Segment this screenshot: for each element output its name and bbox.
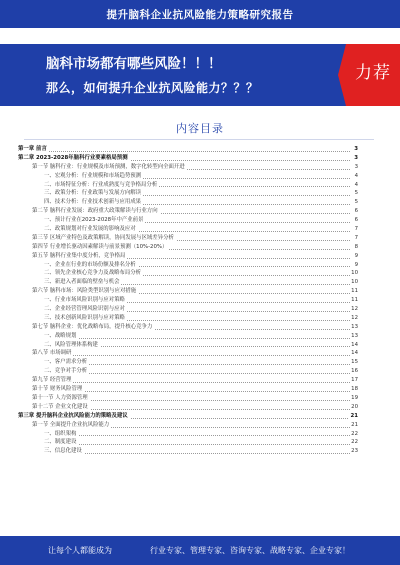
toc-entry-label: 第三节 区域产业特色及政策解读，协同发展与区域差异分析 [32, 234, 174, 241]
toc-entry-page-number: 13 [351, 332, 358, 339]
toc-leader-dots [44, 338, 350, 339]
toc-leader-dots [44, 373, 350, 374]
toc-entry-page-number: 5 [354, 190, 358, 197]
toc-entry-page-number: 21 [350, 412, 358, 419]
toc-entry[interactable] [18, 234, 358, 243]
toc-entry[interactable] [18, 189, 358, 198]
toc-entry-label: 第十节 财务风险管理 [32, 386, 83, 393]
toc-entry[interactable] [18, 332, 358, 341]
toc-entry-label: 第二章 2023-2028年脑科行业要素格局预测 [18, 154, 128, 161]
toc-entry-label: 一、战略规划 [44, 332, 77, 339]
toc-entry-label: 第十二节 企业文化建设 [32, 403, 88, 410]
toc-entry-label: 第一章 前言 [18, 146, 47, 152]
toc-entry-label: 第一节 脑科行业：行业规模及市场预测，数字化转型向全面开进 [32, 163, 185, 170]
toc-entry-label: 一、预计行业在2023-2028年中产业前景 [44, 217, 144, 224]
toc-entry[interactable] [18, 287, 358, 296]
toc-entry-page-number: 6 [354, 217, 358, 224]
toc-title: 内容目录 [176, 122, 224, 135]
toc-leader-dots [32, 382, 350, 383]
badge-arrow [338, 44, 346, 106]
toc-entry-page-number: 11 [351, 297, 358, 304]
toc-entry-page-number: 14 [351, 341, 358, 348]
toc-divider [24, 139, 374, 140]
toc-entry-label: 第三章 提升脑科企业抗风险能力的策略及建议 [18, 412, 128, 419]
toc-entry-page-number: 5 [354, 199, 358, 206]
toc-entry-page-number: 9 [354, 261, 358, 268]
toc-entry[interactable] [18, 181, 358, 190]
toc-entry-page-number: 6 [354, 208, 358, 215]
toc-entry-label: 第六节 脑科市场：风险类型识别与应对措施 [32, 288, 137, 295]
toc-entry[interactable] [18, 261, 358, 270]
top-header-bar [0, 0, 400, 28]
toc-entry-page-number: 11 [351, 288, 358, 295]
toc-entry[interactable] [18, 314, 358, 323]
recommend-badge-label: 力荐 [355, 63, 391, 83]
recommend-badge [346, 44, 400, 106]
toc-entry-label: 二、风险管理体系构建 [44, 341, 98, 348]
toc-entry[interactable] [18, 269, 358, 278]
toc-entry-page-number: 23 [351, 448, 358, 455]
toc-entry-label: 二、竞争对手分析 [44, 368, 88, 375]
toc-entry-page-number: 3 [354, 163, 358, 170]
toc-entry-page-number: 12 [351, 306, 358, 313]
toc-leader-dots [44, 364, 350, 365]
toc-entry-label: 一、客户需求分析 [44, 359, 88, 366]
toc-entry[interactable] [18, 394, 358, 403]
toc-entry[interactable] [18, 296, 358, 305]
toc-entry-label: 一、行业市场风险识别与应对策略 [44, 297, 125, 304]
footer-bar [0, 536, 400, 565]
toc-entry[interactable] [18, 403, 358, 412]
toc-leader-dots [44, 453, 350, 454]
toc-entry-page-number: 10 [351, 270, 358, 277]
toc-entry-page-number: 7 [354, 226, 358, 233]
toc-entry-label: 第九节 经营管理 [32, 377, 72, 384]
banner-subheadline: 那么，如何提升企业抗风险能力？？？ [46, 81, 259, 95]
toc-entry-label: 第五节 脑科行业集中度分析，竞争格局 [32, 252, 126, 259]
toc-entry[interactable] [18, 430, 358, 439]
toc-entry-page-number: 3 [354, 154, 358, 161]
toc-entry[interactable] [18, 252, 358, 261]
footer-slogan-left: 让每个人都能成为 [48, 546, 112, 555]
toc-entry-label: 一、企业在行业的市场份额及排名分析 [44, 261, 136, 268]
toc-entry-label: 四、技术分析：行业技术创新与应用成果 [44, 199, 142, 206]
toc-entry[interactable] [18, 163, 358, 172]
toc-entry-page-number: 8 [354, 243, 358, 250]
toc-entry-label: 第一节 全面提升企业抗风险能力 [32, 421, 110, 428]
toc-entry-page-number: 21 [351, 421, 358, 428]
toc-entry[interactable] [18, 421, 358, 430]
toc-entry-page-number: 17 [351, 377, 358, 384]
toc-entry[interactable] [18, 145, 358, 154]
toc-entry[interactable] [18, 385, 358, 394]
toc-entry-label: 二、企业经营管理风险识别与应对 [44, 306, 125, 313]
toc-entry[interactable] [18, 225, 358, 234]
toc-entry-label: 三、新进入者面临的壁垒与机会 [44, 279, 120, 286]
toc-leader-dots [32, 355, 350, 356]
toc-entry-page-number: 22 [351, 430, 358, 437]
toc-entry-label: 一、宏观分析：行业规模和市场趋势预测 [44, 172, 142, 179]
toc-entry[interactable] [18, 438, 358, 447]
toc-entry-page-number: 7 [354, 234, 358, 241]
toc-entry-page-number: 9 [354, 252, 358, 259]
banner-headline: 脑科市场都有哪些风险！！！ [46, 56, 222, 72]
toc-entry-page-number: 13 [351, 323, 358, 330]
toc-entry[interactable] [18, 154, 358, 163]
toc-entry-label: 二、政策规划对行业发展的影响及应对 [44, 226, 136, 233]
toc-leader-dots [44, 444, 350, 445]
toc-entry-label: 二、制度建设 [44, 439, 77, 446]
toc-entry[interactable] [18, 412, 358, 421]
toc-leader-dots [44, 435, 350, 436]
toc-entry[interactable] [18, 349, 358, 358]
toc-entry-page-number: 16 [351, 368, 358, 375]
toc-entry[interactable] [18, 172, 358, 181]
toc-entry-page-number: 18 [351, 386, 358, 393]
toc-entry-page-number: 15 [351, 359, 358, 366]
footer-slogan-right: 行业专家、管理专家、咨询专家、战略专家、企业专家！ [150, 546, 350, 555]
toc-entry[interactable] [18, 323, 358, 332]
toc-entry[interactable] [18, 447, 358, 456]
toc-entry-label: 第四节 行业增长驱动因素解读与前景预测（10%-20%） [32, 243, 168, 250]
toc-entry-label: 二、领先企业核心竞争力及战略布局分析 [44, 270, 142, 277]
toc-entry-page-number: 14 [351, 350, 358, 357]
toc-entry-page-number: 22 [351, 439, 358, 446]
toc-entry-page-number: 19 [351, 394, 358, 401]
toc-entry-page-number: 4 [354, 181, 358, 188]
toc-entry[interactable] [18, 216, 358, 225]
toc-entry-label: 第七节 脑科企业：优化战略布局，提升核心竞争力 [32, 323, 153, 330]
toc-entry[interactable] [18, 278, 358, 287]
toc-entry-label: 二、市场特征分析：行业成熟度与竞争格局分析 [44, 181, 158, 188]
toc-entry[interactable] [18, 243, 358, 252]
table-of-contents [18, 145, 358, 456]
toc-entry[interactable] [18, 207, 358, 216]
toc-entry-label: 一、组织架构 [44, 430, 77, 437]
toc-entry-page-number: 20 [351, 403, 358, 410]
toc-entry[interactable] [18, 341, 358, 350]
toc-entry[interactable] [18, 305, 358, 314]
toc-entry[interactable] [18, 367, 358, 376]
toc-entry[interactable] [18, 358, 358, 367]
report-title: 提升脑科企业抗风险能力策略研究报告 [106, 9, 294, 21]
toc-entry-page-number: 12 [351, 314, 358, 321]
toc-entry-label: 三、政策分析：行业政策与发展方向解读 [44, 190, 142, 197]
toc-entry-label: 三、信息化建设 [44, 448, 82, 455]
toc-entry-label: 第二节 脑科行业发展：政府重大政策解读与行业方向 [32, 208, 158, 215]
toc-entry-label: 第十一节 人力资源管理 [32, 394, 88, 401]
toc-entry-page-number: 3 [354, 146, 358, 152]
toc-entry-label: 三、技术创新风险识别与应对策略 [44, 314, 125, 321]
toc-entry[interactable] [18, 198, 358, 207]
toc-entry-label: 第八节 市场调研 [32, 350, 72, 357]
toc-entry-page-number: 10 [351, 279, 358, 286]
toc-entry[interactable] [18, 376, 358, 385]
toc-leader-dots [18, 151, 350, 152]
toc-entry-page-number: 4 [354, 172, 358, 179]
